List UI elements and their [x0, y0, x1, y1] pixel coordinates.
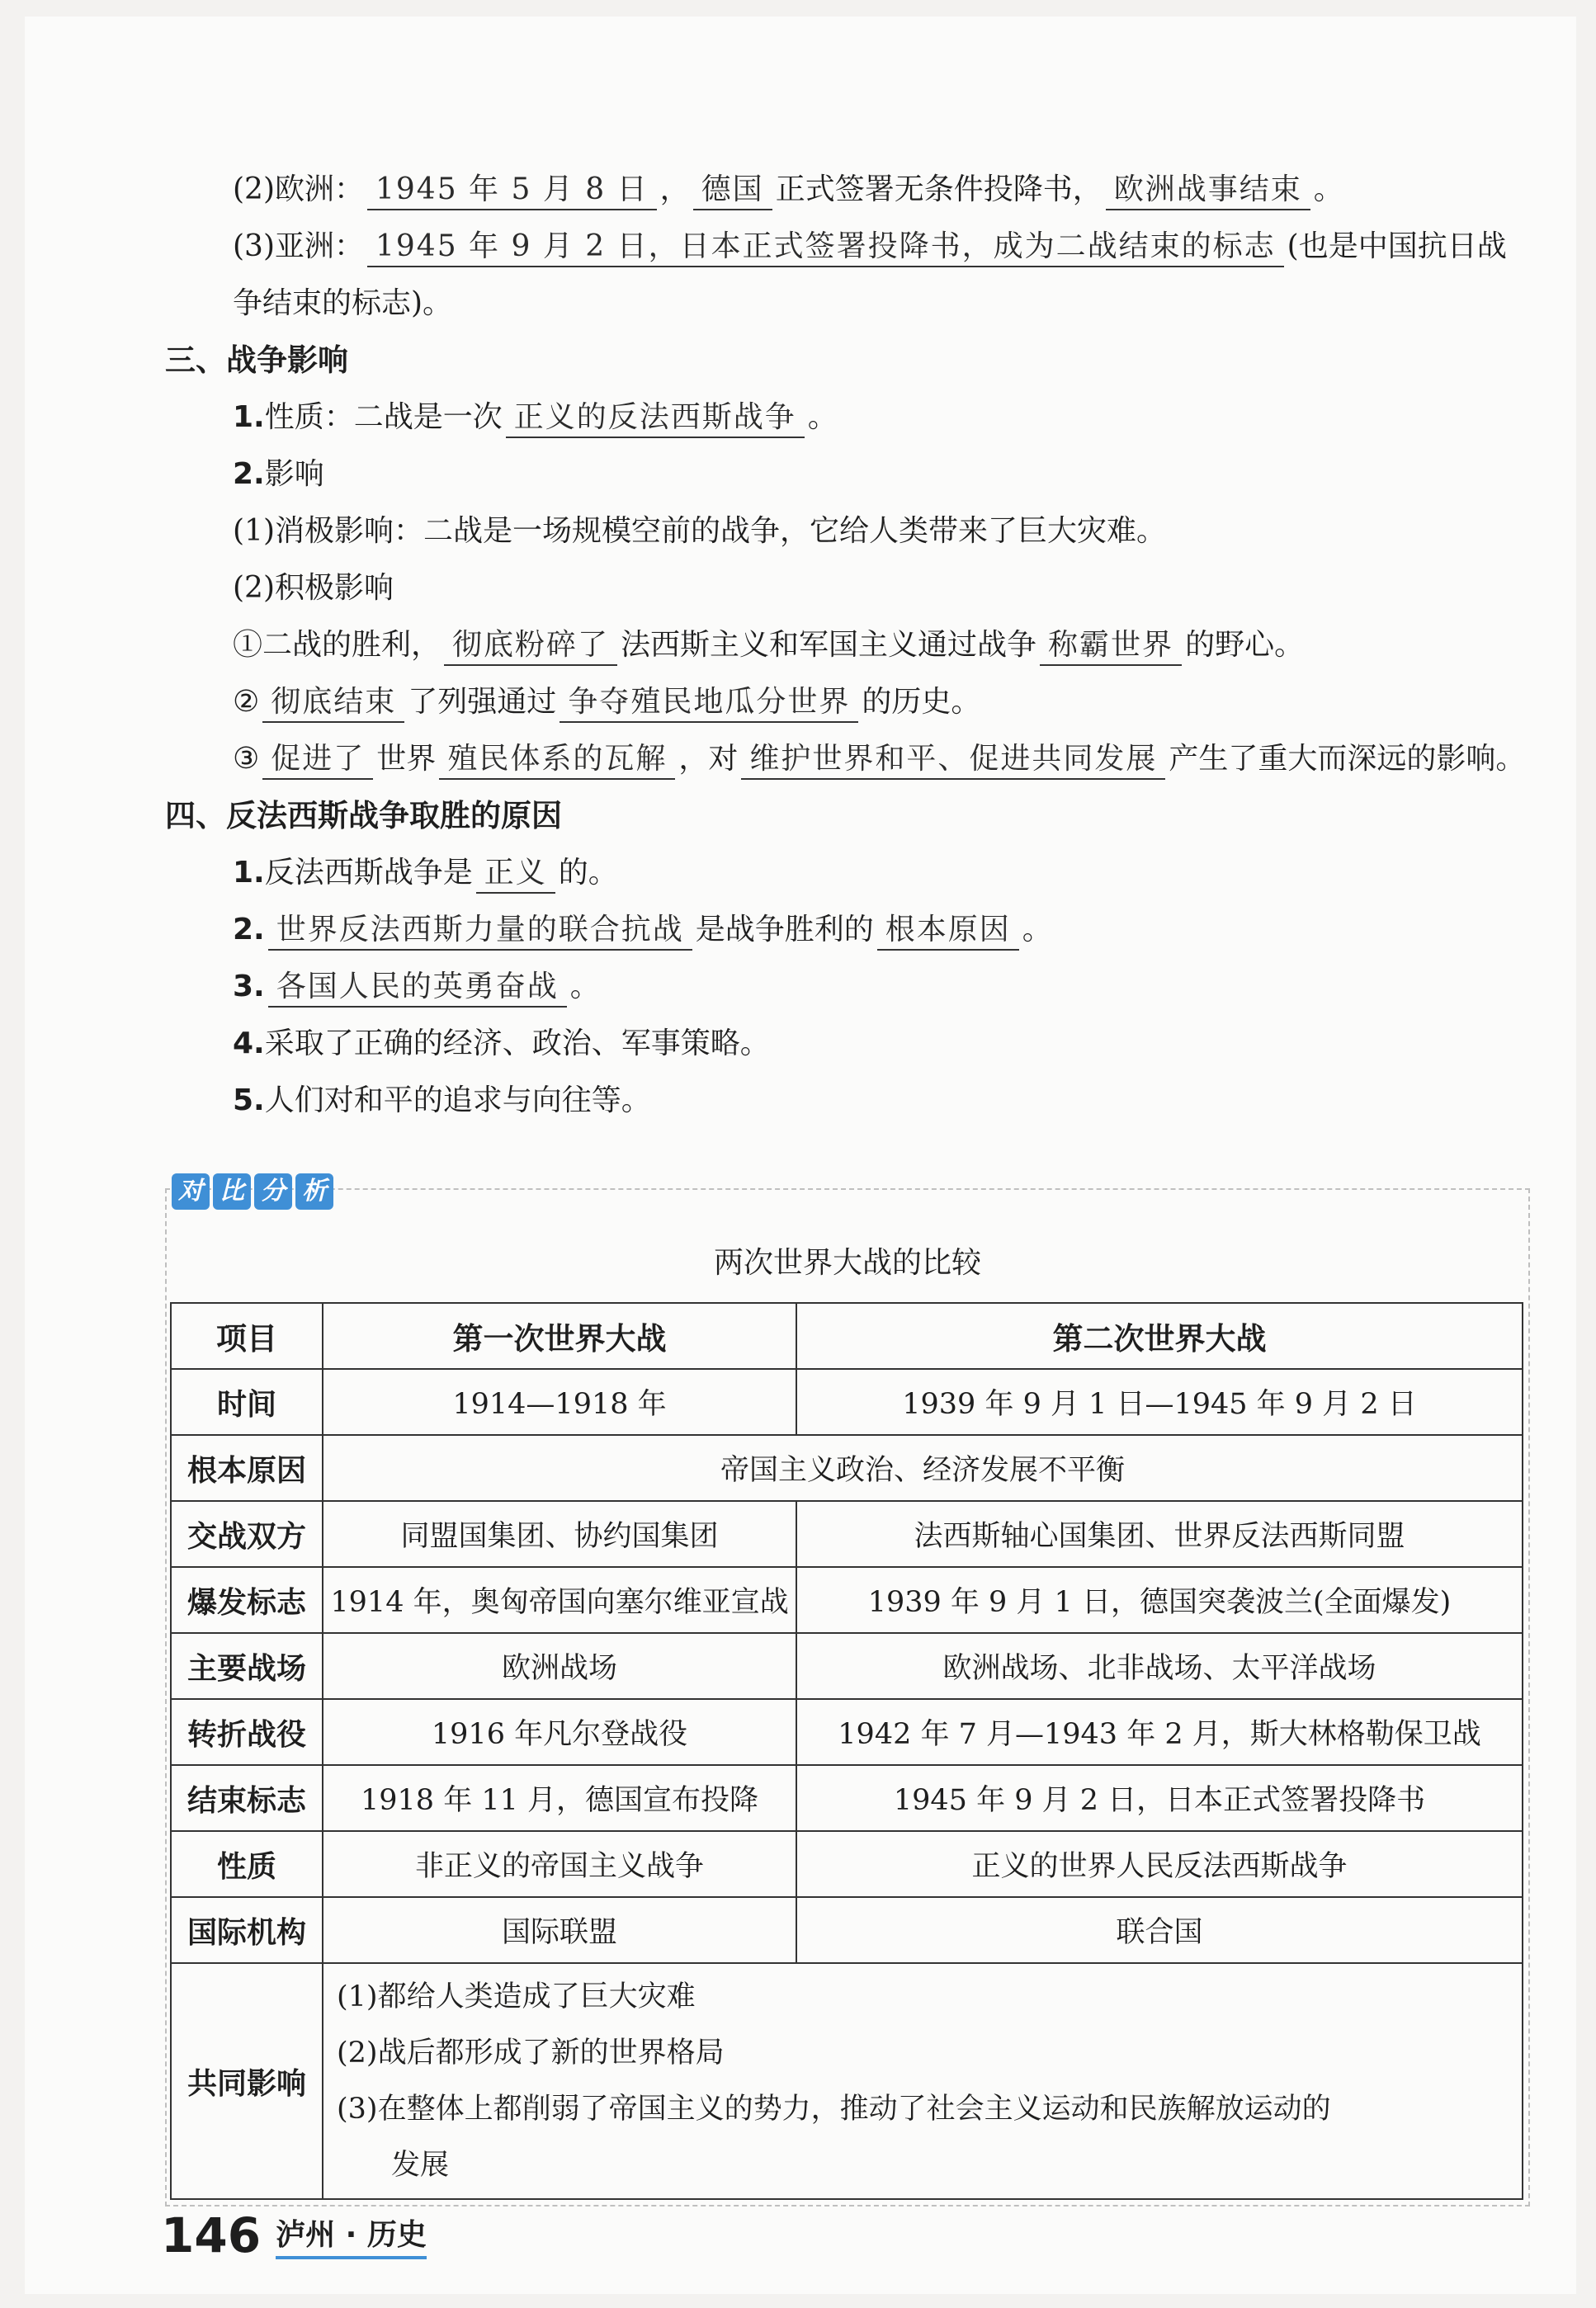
- reason-2: [165, 901, 1527, 958]
- table-title: 两次世界大战的比较: [713, 1246, 981, 1280]
- row-label: 主要战场: [171, 1633, 323, 1699]
- item-number: 5.: [233, 1083, 265, 1117]
- cell-ww1: 非正义的帝国主义战争: [323, 1831, 796, 1897]
- answer-blank: 1945 年 5 月 8 日: [367, 171, 657, 210]
- header-ww1: 第一次世界大战: [323, 1303, 796, 1369]
- cell-ww1: 同盟国集团、协约国集团: [323, 1501, 796, 1567]
- table-row: [171, 1567, 1523, 1633]
- item-number: 2.: [233, 457, 265, 491]
- table-row: [171, 1831, 1523, 1897]
- row-label: 根本原因: [171, 1435, 323, 1501]
- cell-ww2: 1939 年 9 月 1 日—1945 年 9 月 2 日: [796, 1369, 1523, 1435]
- text: 产生了重大而深远的影响。: [1169, 742, 1526, 776]
- answer-blank: 促进了: [262, 740, 373, 780]
- text: 正式签署无条件投降书，: [775, 172, 1103, 206]
- table-row: [171, 1897, 1523, 1963]
- common-item-continued: 发展: [391, 2149, 450, 2182]
- common-item: (1)都给人类造成了巨大灾难: [337, 1980, 696, 2013]
- item-number: 1.: [233, 856, 265, 890]
- text: 了列强通过: [408, 685, 557, 719]
- text: 是战争胜利的: [695, 913, 874, 946]
- cell-ww2: 1942 年 7 月—1943 年 2 月，斯大林格勒保卫战: [796, 1699, 1523, 1765]
- table-row: [171, 1765, 1523, 1831]
- cell-ww1: 1918 年 11 月，德国宣布投降: [323, 1765, 796, 1831]
- comparison-analysis-box: [165, 1177, 1530, 2207]
- analysis-badge: [172, 1173, 333, 1210]
- positive-item-1: [165, 616, 1527, 673]
- text: (2)欧洲：: [233, 172, 364, 206]
- impact-label: [165, 446, 1527, 503]
- answer-blank: 正义: [476, 854, 555, 894]
- comparison-table: [170, 1302, 1523, 2200]
- section-heading-impact: 三、战争影响: [165, 342, 348, 378]
- row-label: 共同影响: [171, 1963, 323, 2199]
- item-number: 3.: [233, 970, 265, 1003]
- positive-item-3: [165, 730, 1527, 787]
- table-header-row: [171, 1303, 1523, 1369]
- page: [25, 17, 1576, 2294]
- positive-item-2: [165, 673, 1527, 730]
- text: ②: [233, 685, 260, 719]
- table-row: [171, 1435, 1523, 1501]
- header-item: 项目: [171, 1303, 323, 1369]
- table-row: [171, 1699, 1523, 1765]
- text: ，对: [678, 742, 739, 776]
- table-row-common: [171, 1963, 1523, 2199]
- answer-blank: 德国: [693, 171, 772, 210]
- text: ①二战的胜利，: [233, 628, 441, 662]
- page-footer: [161, 2207, 427, 2263]
- text: ，: [659, 172, 690, 206]
- answer-blank: 彻底结束: [262, 683, 404, 723]
- badge-char: 析: [295, 1173, 333, 1210]
- answer-blank: 争夺殖民地瓜分世界: [560, 683, 858, 723]
- europe-line: [165, 161, 1527, 218]
- row-label: 结束标志: [171, 1765, 323, 1831]
- row-label: 爆发标志: [171, 1567, 323, 1633]
- answer-blank: 彻底粉碎了: [444, 626, 617, 666]
- common-item: (3)在整体上都削弱了帝国主义的势力，推动了社会主义运动和民族解放运动的: [337, 2093, 1331, 2126]
- page-number: 146: [161, 2207, 262, 2263]
- header-ww2: 第二次世界大战: [796, 1303, 1523, 1369]
- text: 性质：二战是一次: [264, 400, 503, 434]
- reason-5: [165, 1072, 1527, 1129]
- content: [165, 161, 1527, 1129]
- badge-char: 比: [213, 1173, 251, 1210]
- item-number: 4.: [233, 1027, 265, 1060]
- positive-impact: (2)积极影响: [233, 571, 394, 605]
- text: 世界: [376, 742, 437, 776]
- text: 法西斯主义和军国主义通过战争: [621, 628, 1037, 662]
- table-row: [171, 1369, 1523, 1435]
- row-label: 性质: [171, 1831, 323, 1897]
- cell-ww1: 1914 年，奥匈帝国向塞尔维亚宣战: [323, 1567, 796, 1633]
- cell-ww1: 欧洲战场: [323, 1633, 796, 1699]
- answer-blank: 欧洲战事结束: [1106, 171, 1310, 210]
- row-label: 交战双方: [171, 1501, 323, 1567]
- common-item: (2)战后都形成了新的世界格局: [337, 2037, 725, 2070]
- text: 的。: [558, 856, 618, 890]
- cell-ww1: 1914—1918 年: [323, 1369, 796, 1435]
- text: 的历史。: [862, 685, 981, 719]
- badge-char: 对: [172, 1173, 210, 1210]
- text: 人们对和平的追求与向往等。: [264, 1083, 651, 1117]
- text: 的野心。: [1185, 628, 1305, 662]
- text: 。: [1313, 172, 1343, 206]
- row-label: 国际机构: [171, 1897, 323, 1963]
- answer-blank: 正义的反法西斯战争: [506, 399, 805, 438]
- reason-1: [165, 844, 1527, 901]
- badge-char: 分: [254, 1173, 292, 1210]
- cell-common-impact: [323, 1963, 1523, 2199]
- text: (也是中国抗日战争结束的标志)。: [233, 229, 1507, 320]
- answer-blank: 称霸世界: [1040, 626, 1182, 666]
- book-title: 泸州 · 历史: [276, 2216, 427, 2259]
- item-number: 1.: [233, 400, 265, 434]
- text: 。: [569, 970, 600, 1003]
- text: ③: [233, 742, 260, 776]
- row-label: 时间: [171, 1369, 323, 1435]
- answer-blank: 殖民体系的瓦解: [439, 740, 675, 780]
- reason-4: [165, 1015, 1527, 1072]
- answer-blank: 各国人民的英勇奋战: [268, 968, 567, 1008]
- item-number: 2.: [233, 913, 265, 946]
- text: 。: [807, 400, 838, 434]
- text: 反法西斯战争是: [264, 856, 473, 890]
- cell-ww2: 法西斯轴心国集团、世界反法西斯同盟: [796, 1501, 1523, 1567]
- negative-impact: (1)消极影响：二战是一场规模空前的战争，它给人类带来了巨大灾难。: [233, 514, 1166, 548]
- text: (3)亚洲：: [233, 229, 364, 263]
- table-row: [171, 1633, 1523, 1699]
- text: 采取了正确的经济、政治、军事策略。: [264, 1027, 770, 1060]
- cell-ww2: 正义的世界人民反法西斯战争: [796, 1831, 1523, 1897]
- text: 影响: [264, 457, 324, 491]
- text: 。: [1022, 913, 1052, 946]
- cell-ww2: 1939 年 9 月 1 日，德国突袭波兰(全面爆发): [796, 1567, 1523, 1633]
- cell-ww1: 1916 年凡尔登战役: [323, 1699, 796, 1765]
- cell-both: 帝国主义政治、经济发展不平衡: [323, 1435, 1523, 1501]
- answer-blank: 根本原因: [877, 911, 1019, 951]
- asia-line: [165, 218, 1527, 332]
- answer-blank: 世界反法西斯力量的联合抗战: [268, 911, 692, 951]
- answer-blank: 维护世界和平、促进共同发展: [741, 740, 1165, 780]
- cell-ww1: 国际联盟: [323, 1897, 796, 1963]
- cell-ww2: 联合国: [796, 1897, 1523, 1963]
- row-label: 转折战役: [171, 1699, 323, 1765]
- answer-blank: 1945 年 9 月 2 日，日本正式签署投降书，成为二战结束的标志: [367, 228, 1284, 267]
- cell-ww2: 欧洲战场、北非战场、太平洋战场: [796, 1633, 1523, 1699]
- nature-line: [165, 389, 1527, 446]
- table-row: [171, 1501, 1523, 1567]
- cell-ww2: 1945 年 9 月 2 日，日本正式签署投降书: [796, 1765, 1523, 1831]
- reason-3: [165, 958, 1527, 1015]
- section-heading-reasons: 四、反法西斯战争取胜的原因: [165, 798, 562, 833]
